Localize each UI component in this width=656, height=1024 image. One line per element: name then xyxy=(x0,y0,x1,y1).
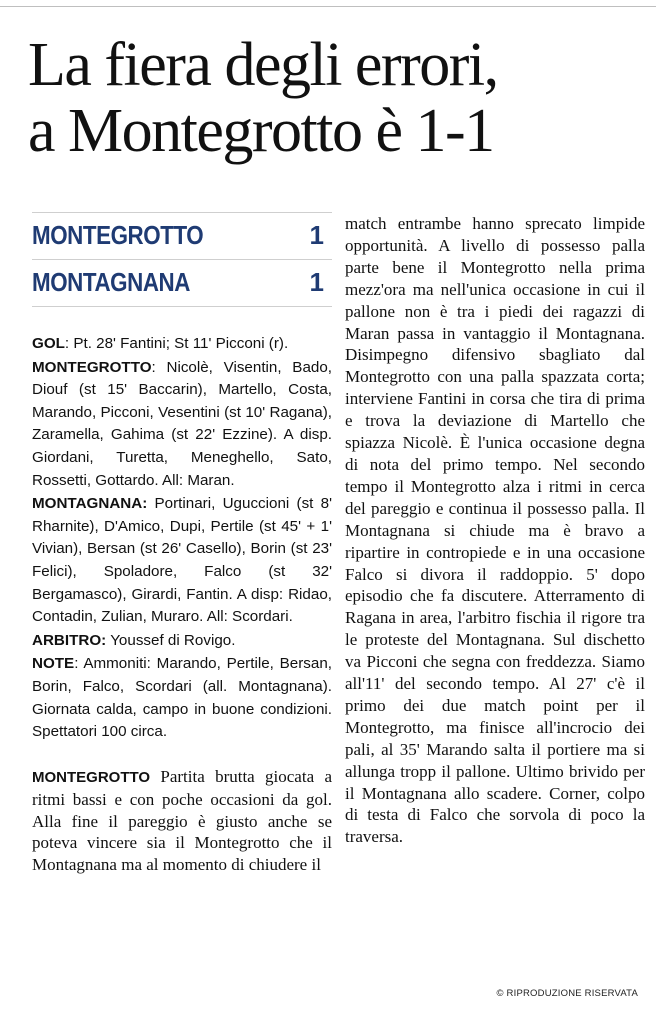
headline xyxy=(28,32,648,164)
headline-line-2: a Montegrotto è 1-1 xyxy=(28,97,494,165)
goals-text: : Pt. 28' Fantini; St 11' Picconi (r). xyxy=(64,335,289,352)
referee-info xyxy=(32,630,332,653)
right-column xyxy=(345,213,645,848)
home-lineup xyxy=(32,357,332,493)
article-lead: MONTEGROTTO xyxy=(32,768,151,786)
away-team-name: MONTAGNANA xyxy=(32,267,190,297)
article-body-left xyxy=(32,766,332,877)
scoreboard-row-away xyxy=(32,259,332,307)
home-team-name: MONTEGROTTO xyxy=(32,220,204,250)
article-body-right: match entrambe hanno sprecato limpide opportunità. A livello di possesso palla parte bene il Montegrotto nella prima mezz'ora ma nell'unica occasione in cui il pallone non è tra i piedi dei ragazzi di Maran passa in vantaggio il Montagnana. Disimpegno difensivo sbagliato dal Montegrotto con una palla spazzata corta; interviene Fantini in corsa che tira di prima e trova la deviazione di Martello che spiazza Nicolè. È l'unica occasione degna di nota del primo tempo. Nel secondo tempo il Montegrotto alza i ritmi in cerca del pareggio e continua il possesso palla. Il Montagnana si chiude ma è bravo a ripartire in contropiede e in una occasione Falco si divora il raddoppio. 5' dopo episodio che fa discutere. Atterramento di Ragana in area, l'arbitro fischia il rigore tra le proteste del Montagnana. Sul dischetto va Picconi che segna con freddezza. Siamo all'11' del secondo tempo. Al 27' c'è il primo dei due match point per il Montegrotto, ma finisce all'incrocio dei pali, al 35' Marando salta il portiere ma si allunga tropp il pallone. Ultimo brivido per il Montagnana allo scadere. Corner, colpo di testa di Falco che sorvola di poco la traversa. xyxy=(345,214,645,847)
home-lineup-text: : Nicolè, Visentin, Bado, Diouf (st 15' Baccarin), Martello, Costa, Marando, Picconi, Vesentini (st 10' Ragana), Zaramella, Gahima (st 22' Ezzine). A disp. Giordani, Turetta, Meneghello, Sato, Rossetti, Gottardo. All: Maran. xyxy=(32,358,332,489)
home-lineup-label: MONTEGROTTO xyxy=(32,358,152,376)
copyright-notice: © RIPRODUZIONE RISERVATA xyxy=(496,988,638,999)
referee-label: ARBITRO: xyxy=(32,631,107,649)
top-rule xyxy=(0,6,656,7)
goals-info xyxy=(32,333,332,356)
home-team-goals: 1 xyxy=(309,220,324,250)
away-team-goals: 1 xyxy=(309,267,324,297)
away-lineup-label: MONTAGNANA: xyxy=(32,495,148,513)
scoreboard-row-home xyxy=(32,212,332,259)
headline-line-1: La fiera degli errori, xyxy=(28,31,498,99)
away-lineup-text: Portinari, Uguccioni (st 8' Rharnite), D'Amico, Dupi, Pertile (st 45' + 1' Vivian), Bersan (st 26' Casello), Borin (st 23' Felici), Spoladore, Falco (st 32' Bergamasco), Girardi, Fantin. A disp: Ridao, Contadin, Zulian, Muraro. All: Scordari. xyxy=(32,495,332,626)
referee-text: Youssef di Rovigo. xyxy=(106,631,236,649)
goals-label: GOL xyxy=(32,335,65,352)
article-text-left: Partita brutta giocata a ritmi bassi e con poche occasioni da gol. Alla fine il pareggio è giusto anche se poteva vincere sia il Montegrotto che il Montagnana ma al momento di chiudere il xyxy=(32,766,332,875)
notes-info xyxy=(32,653,332,743)
notes-text: : Ammoniti: Marando, Pertile, Bersan, Borin, Falco, Scordari (all. Montagnana). Giornata calda, campo in buone condizioni. Spettatori 100 circa. xyxy=(32,655,332,741)
left-column xyxy=(32,212,332,876)
away-lineup xyxy=(32,493,332,629)
notes-label: NOTE xyxy=(32,655,75,673)
